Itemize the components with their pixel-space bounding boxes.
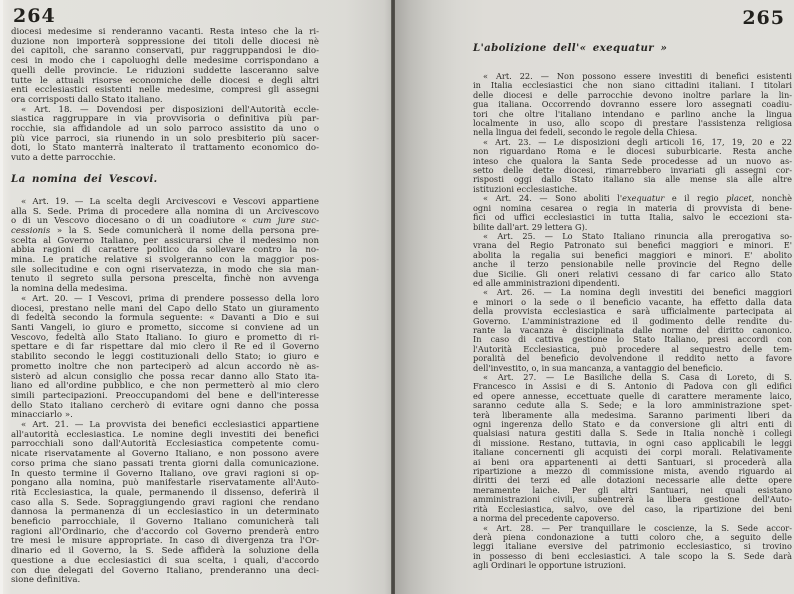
text-line: dello Stato italiano cercherò di evitare ogni danno che possa — [11, 400, 319, 411]
text-line: « Art. 18. — Dovendosi per disposizioni dell'Autorità eccle- — [21, 104, 319, 115]
text-line: cesi in modo che i capoluoghi delle medesime corrispondano a — [11, 56, 319, 67]
paragraph — [11, 106, 319, 164]
text-line: derà piena condonazione a tutti coloro che, a seguito delle — [473, 531, 792, 542]
text-line: « Art. 19. — La scelta degli Arcivescovi e Vescovi appartiene — [21, 196, 319, 207]
text-line: fici od uffici ecclesiastici in tutta Italia, salvo le eccezioni sta- — [473, 212, 792, 223]
text-line: In questo termine il Governo Italiano, ove gravi ragioni si op- — [11, 468, 319, 479]
text-line: Francesco in Assisi e di S. Antonio di Padova con gli edifici — [473, 381, 792, 392]
text-segment: , nonchè — [751, 193, 792, 204]
text-line: risposti oggi dallo Stato italiano sia alle mense sia alle altre — [473, 174, 792, 185]
text-line: più vice parroci, sia riunendo in un solo presbiterio più sacer- — [11, 133, 319, 144]
text-line: abolita la regalia sui benefici maggiori e minori. E' abolito — [473, 249, 792, 260]
italic-text-segment: cessionis — [11, 225, 51, 236]
text-line: agli Ordinari le opportune istruzioni. — [473, 560, 626, 571]
paragraph — [473, 232, 792, 288]
text-line: istituzioni ecclesiastiche. — [473, 183, 578, 194]
text-line: rante la vacanza è disciplinata dalle norme del diritto canonico. — [473, 324, 792, 335]
text-line: ed alle amministrazioni dipendenti. — [473, 277, 620, 288]
text-line: vrana del Regio Patronato sui benefici maggiori e minori. E' — [473, 240, 792, 251]
right-text-column — [473, 42, 792, 571]
text-line: dannosa la permanenza di un ecclesiastico in un determinato — [11, 507, 319, 518]
text-line: leggi italiane eversive del patrimonio ecclesiastico, si trovino — [473, 541, 792, 552]
text-line: In caso di cattiva gestione lo Stato Italiano, presi accordi con — [473, 334, 792, 345]
paragraph — [473, 288, 792, 373]
text-line: delle diocesi e delle parrocchie devono inoltre parlare la lin- — [473, 89, 792, 100]
text-line: ragioni all'Ordinario, che d'accordo col Governo prenderà entro — [11, 526, 319, 537]
text-line: dell'investito, o, in sua mancanza, a vantaggio del beneficio. — [473, 362, 723, 373]
text-line: questione a due ecclesiastici di sua scelta, i quali, d'accordo — [11, 555, 319, 566]
text-line: tori che oltre l'italiano intendano e parlino anche la lingua — [473, 108, 792, 119]
text-line: di missione. Restano, tuttavia, in ogni caso applicabili le leggi — [473, 437, 792, 448]
text-line: in Italia ecclesiastici che non siano cittadini italiani. I titolari — [473, 80, 792, 91]
page-number-left: 264 — [13, 5, 56, 27]
text-line: due Sicilie. Gli oneri relativi cessano di far carico allo Stato — [473, 268, 792, 279]
text-line: a norma del precedente capoverso. — [473, 513, 620, 524]
text-line: tenuto il segreto sulla persona prescelta, finchè non avvenga — [11, 274, 319, 285]
text-line: italiane concernenti gli acquisti dei corpi morali. Relativamente — [473, 447, 792, 458]
text-line: terà liberamente alla medesima. Saranno parimenti liberi da — [473, 409, 792, 420]
left-text-column — [11, 28, 319, 586]
text-line: con due delegati del Governo Italiano, prenderanno una deci- — [11, 565, 319, 576]
text-line: e minori o la sede o il beneficio vacante, ha effetto dalla data — [473, 296, 792, 307]
text-line: duzione non importerà soppressione dei titoli delle diocesi nè — [11, 36, 319, 47]
text-line: vuto a dette parrocchie. — [11, 153, 116, 164]
text-line: l'Autorità Ecclesiastica, può procedere al sequestro delle tem- — [473, 343, 792, 354]
text-line: mina. Le pratiche relative si svolgeranno con la maggior pos- — [11, 255, 319, 266]
text-line: Santi Vangeli, io giuro e prometto, siccome si conviene ad un — [11, 322, 319, 333]
page-left — [0, 0, 392, 594]
text-line: inteso che qualora la Santa Sede procedesse ad un nuovo as- — [473, 155, 792, 166]
text-line: ogni ingerenza dello Stato e da conversione gli altri enti di — [473, 419, 792, 430]
italic-text-segment: cum jure suc- — [252, 216, 320, 227]
text-line: tutte le attuali risorse economiche delle diocesi e degli altri — [11, 75, 319, 86]
text-line: enti ecclesiastici esistenti nelle medesime, compresi gli assegni — [11, 85, 319, 96]
text-line: rità Ecclesiastica, salvo, ove del caso, la ripartizione dei beni — [473, 503, 792, 514]
paragraph — [11, 198, 319, 295]
text-line: diocesi, prestano nelle mani del Capo dello Stato un giuramento — [11, 303, 319, 314]
text-line: stabilito secondo le leggi costituzionali dello Stato; io giuro e — [11, 352, 319, 363]
paragraph — [11, 421, 319, 586]
paragraph — [473, 138, 792, 194]
text-line: beneficio parrocchiale, il Governo Italiano comunicherà tali — [11, 517, 319, 528]
text-line: « Art. 28. — Per tranquillare le coscienze, la S. Sede accor- — [483, 522, 792, 533]
text-line: « Art. 25. — Lo Stato Italiano rinuncia alla prerogativa so- — [483, 230, 792, 241]
text-line: rocchie, sia affidandole ad un solo parroco assistito da uno o — [11, 124, 319, 135]
text-line: meramente laiche. Per gli altri Santuari, nei quali esistano — [473, 484, 792, 495]
text-line: ai beni ora appartenenti ai detti Santuari, si procederà alla — [473, 456, 792, 467]
text-line: ripartizione a mezzo di commissione mista, avendo riguardo ai — [473, 466, 792, 477]
text-line: anche il terzo pensionabile nelle provincie del Regno delle — [473, 259, 792, 270]
text-line: non riguardano Roma e le diocesi suburbicarie. Resta anche — [473, 146, 792, 157]
text-line: « Art. 26. — La nomina degli investiti dei benefici maggiori — [483, 287, 792, 298]
text-line: La nomina dei Vescovi. — [11, 172, 158, 185]
text-line: caso alla S. Sede. Sopraggiungendo gravi ragioni che rendano — [11, 497, 319, 508]
text-line: di fedeltà secondo la formula seguente: « Davanti a Dio e sui — [11, 313, 319, 324]
text-line: amministrazioni civili, subentrerà la libera gestione dell'Auto- — [473, 494, 792, 505]
text-segment: o di un Vescovo diocesano o di un coadiutore « — [11, 216, 253, 227]
text-line: corso prima che siano passati trenta giorni dalla comunicazione. — [11, 458, 319, 469]
text-line: parrocchiali sono dall'Autorità Ecclesiastica competente comu- — [11, 439, 319, 450]
paragraph — [473, 72, 792, 138]
text-line: alla S. Sede. Prima di procedere alla nomina di un Arcivescovo — [11, 206, 319, 217]
text-line: diritti dei terzi ed alle dotazioni necessarie alle dette opere — [473, 475, 792, 486]
text-line: ogni nomina cesarea o regia in materia di provvista di bene- — [473, 202, 792, 213]
text-line: nella lingua dei fedeli, secondo le regole della Chiesa. — [473, 127, 698, 138]
text-line: dinario ed il Governo, la S. Sede affiderà la soluzione della — [11, 546, 319, 557]
text-line: scelta al Governo Italiano, per assicurarsi che il medesimo non — [11, 235, 319, 246]
text-line: gua italiana. Occorrendo dovranno essere loro assegnati coadiu- — [473, 99, 792, 110]
text-line: abbia ragioni di carattere politico da sollevare contro la no- — [11, 245, 319, 256]
paragraph — [473, 524, 792, 571]
text-line: setto delle dette diocesi, rimarrebbero invariati gli assegni cor- — [473, 165, 792, 176]
text-line: della provvista ecclesiastica e sarà ufficialmente partecipata ai — [473, 306, 792, 317]
text-line: nicate riservatamente al Governo Italiano, e non possono avere — [11, 449, 319, 460]
text-line: liano ed all'ordine pubblico, e che non permetterò al mio clero — [11, 381, 319, 392]
text-line: pongano alla nomina, può manifestarle riservatamente all'Auto- — [11, 478, 319, 489]
text-line: tre mesi le misure appropriate. In caso di divergenza tra l'Or- — [11, 536, 319, 547]
paragraph — [473, 194, 792, 232]
text-line: la nomina della medesima. — [11, 284, 128, 295]
text-line: rità Ecclesiastica, la quale, permanendo il dissenso, deferirà il — [11, 487, 319, 498]
text-line: ora corrisposti dallo Stato italiano. — [11, 94, 163, 105]
text-line: spettare e di far rispettare dal mio clero il Re ed il Governo — [11, 342, 319, 353]
text-line: sisterò ad alcun consiglio che possa recar danno allo Stato ita- — [11, 371, 319, 382]
text-line: L'abolizione dell'« exequatur » — [473, 42, 668, 54]
text-line: poralità del beneficio devolvendone il reddito netto a favore — [473, 353, 792, 364]
text-line: « Art. 20. — I Vescovi, prima di prendere possesso della loro — [21, 293, 319, 304]
text-line: « Art. 27. — Le Basiliche della S. Casa di Loreto, di S. — [483, 372, 792, 382]
italic-text-segment: exequatur — [622, 193, 665, 204]
text-segment: e il regio — [664, 193, 727, 204]
text-line: Governo. L'amministrazione ed il godimento delle rendite du- — [473, 315, 792, 326]
text-line: sile sollecitudine e con ogni riservatezza, in modo che sia man- — [11, 264, 319, 275]
text-line: prometto inoltre che non parteciperò ad alcun accordo nè as- — [11, 361, 319, 372]
italic-text-segment: placet — [726, 193, 752, 204]
text-line: localmente in uso, allo scopo di prestare l'assistenza religiosa — [473, 118, 792, 129]
text-segment: « Art. 24. — Sono aboliti l' — [483, 193, 623, 204]
text-segment: » la S. Sede comunicherà il nome della persona pre- — [50, 225, 319, 236]
page-number-right: 265 — [742, 7, 785, 29]
paragraph — [473, 373, 792, 524]
text-line: qualsiasi natura gestiti dalla S. Sede in Italia nonchè i collegi — [473, 428, 792, 439]
text-line: ed opere annesse, eccettuate quelle di carattere meramente laico, — [473, 390, 792, 401]
text-line: simili partecipazioni. Preoccupandomi del bene e dell'interesse — [11, 390, 319, 401]
text-line: siastica raggruppare in via provvisoria o definitiva più par- — [11, 114, 319, 125]
section-heading — [11, 173, 319, 186]
text-line: dei capitoli, che saranno conservati, pur raggruppandosi le dio- — [11, 46, 319, 57]
text-line: in possesso di beni ecclesiastici. A tale scopo la S. Sede darà — [473, 550, 792, 561]
text-line: all'autorità ecclesiastica. Le nomine degli investiti dei benefici — [11, 429, 319, 440]
text-line: diocesi medesime si renderanno vacanti. Resta inteso che la ri- — [11, 27, 319, 37]
text-line: « Art. 23. — Le disposizioni degli articoli 16, 17, 19, 20 e 22 — [483, 136, 792, 147]
section-heading — [473, 42, 792, 55]
paragraph — [11, 295, 319, 421]
text-line: quelli delle provincie. Le riduzioni suddette lasceranno salve — [11, 65, 319, 76]
text-line: sione definitiva. — [11, 575, 81, 586]
text-line: « Art. 22. — Non possono essere investiti di benefici esistenti — [483, 71, 792, 81]
text-line: bilite dall'art. 29 lettera G). — [473, 221, 588, 232]
paragraph — [11, 28, 319, 106]
text-line: minacciarlo ». — [11, 410, 73, 421]
text-line: doti, lo Stato manterrà inalterato il trattamento economico do- — [11, 143, 319, 154]
text-line: Vescovo, fedeltà allo Stato Italiano. Io giuro e prometto di ri- — [11, 332, 319, 343]
page-right — [395, 0, 794, 594]
text-line: saranno cedute alla S. Sede; e la loro amministrazione spet- — [473, 400, 792, 411]
text-line: « Art. 21. — La provvista dei benefici ecclesiastici appartiene — [21, 420, 319, 431]
